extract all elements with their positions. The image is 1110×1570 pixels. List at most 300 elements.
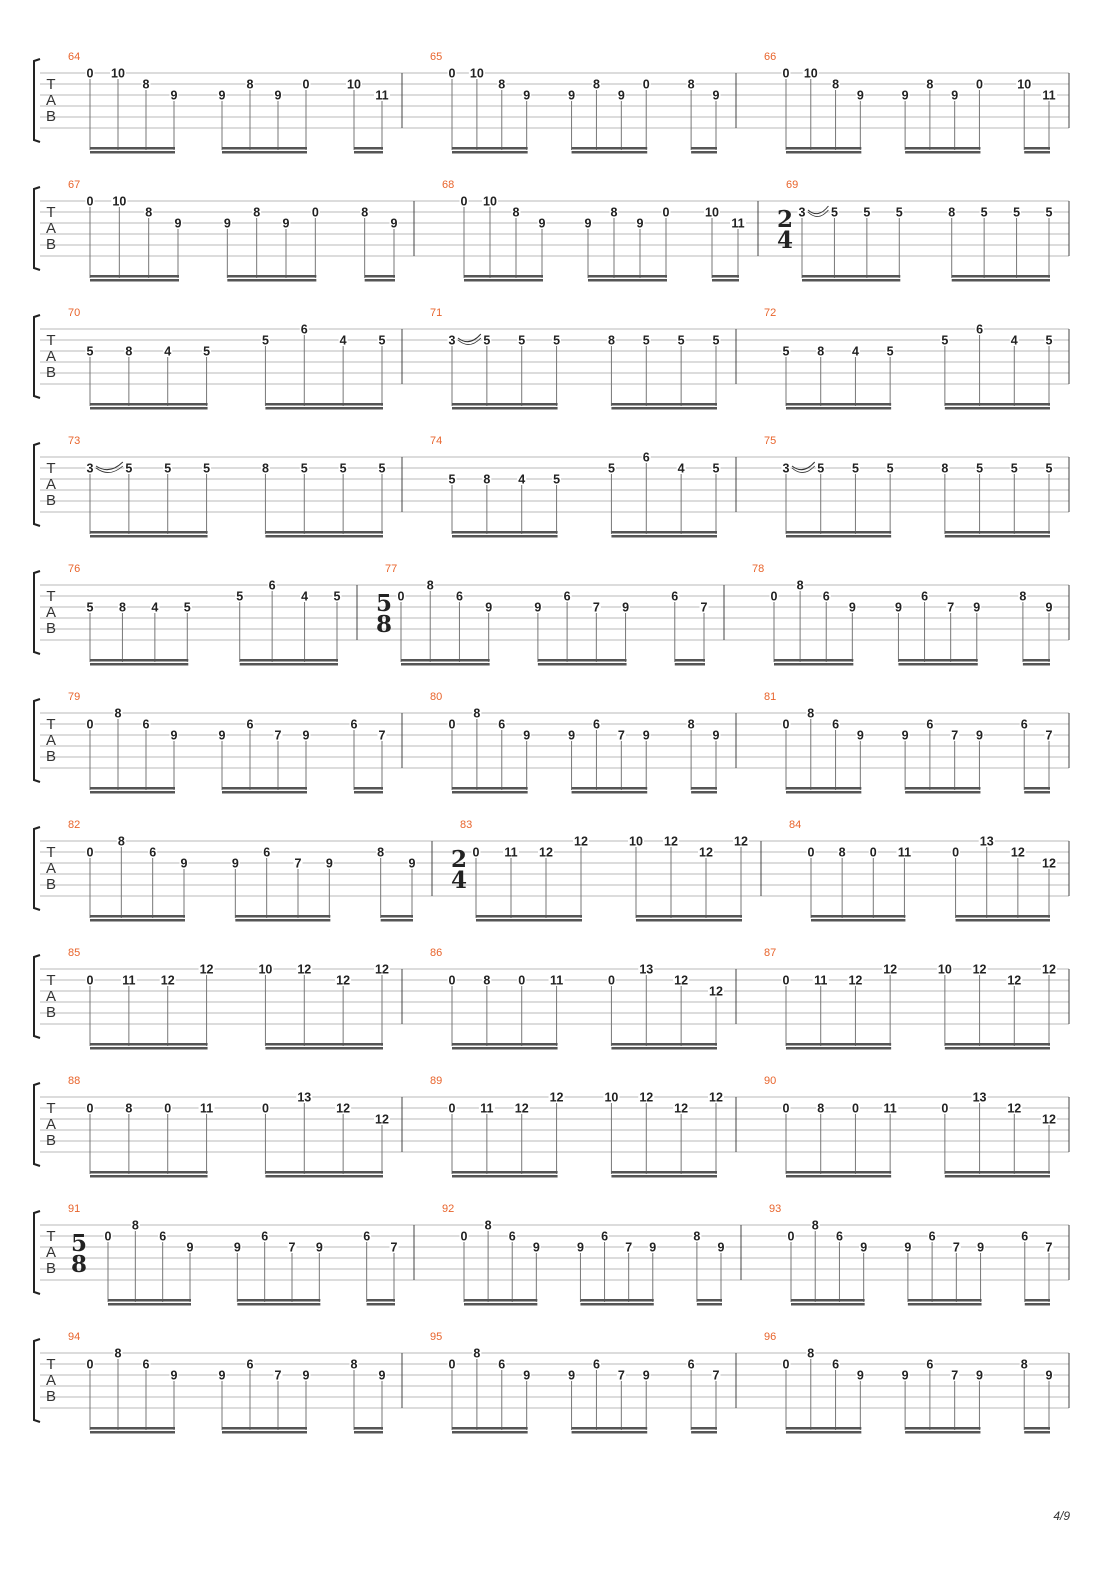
fret-number: 6: [246, 1357, 254, 1372]
tab-clef-letter: A: [45, 476, 57, 493]
time-signature-bottom: 4: [450, 867, 468, 894]
fret-number: 9: [233, 1240, 241, 1255]
fret-number: 0: [448, 1101, 456, 1116]
beam: [611, 1043, 717, 1046]
beam: [240, 659, 338, 662]
fret-number: 11: [731, 216, 745, 231]
fret-number: 4: [151, 600, 159, 615]
beam: [90, 275, 179, 278]
measure-number: 66: [764, 51, 777, 63]
beam: [572, 787, 648, 790]
fret-number: 9: [1045, 1368, 1053, 1383]
measure-number: 94: [68, 1331, 81, 1343]
fret-number: 8: [796, 578, 804, 593]
beam: [265, 407, 383, 410]
beam: [1024, 791, 1050, 794]
fret-number: 5: [261, 333, 269, 348]
fret-number: 6: [159, 1229, 167, 1244]
fret-number: 12: [514, 1101, 529, 1116]
fret-number: 10: [258, 962, 273, 977]
fret-number: 8: [811, 1218, 819, 1233]
fret-number: 0: [86, 1101, 94, 1116]
fret-number: 6: [1021, 1229, 1029, 1244]
beam: [265, 1171, 383, 1174]
fret-number: 5: [378, 461, 386, 476]
fret-number: 8: [142, 77, 150, 92]
measure-number: 69: [786, 179, 799, 191]
beam: [452, 791, 528, 794]
tab-clef-letter: B: [45, 1260, 57, 1277]
fret-number: 9: [576, 1240, 584, 1255]
beam: [464, 279, 543, 282]
fret-number: 12: [674, 1101, 689, 1116]
fret-number: 5: [782, 344, 790, 359]
beam: [464, 1303, 537, 1306]
fret-number: 9: [534, 600, 542, 615]
fret-number: 6: [921, 589, 929, 604]
fret-number: 8: [512, 205, 520, 220]
beam: [90, 535, 208, 538]
fret-number: 8: [125, 344, 133, 359]
beam: [90, 531, 208, 534]
beam: [1024, 1427, 1050, 1430]
beam: [786, 1431, 861, 1434]
fret-number: 0: [952, 845, 960, 860]
fret-number: 9: [642, 728, 650, 743]
beam: [90, 403, 208, 406]
beam: [712, 275, 739, 278]
tab-clef-letter: B: [45, 108, 57, 125]
fret-number: 5: [1013, 205, 1021, 220]
fret-number: 6: [261, 1229, 269, 1244]
fret-number: 5: [830, 205, 838, 220]
fret-number: 10: [803, 66, 818, 81]
fret-number: 0: [975, 77, 983, 92]
beam: [611, 407, 717, 410]
measure-number: 64: [68, 51, 81, 63]
fret-number: 7: [294, 856, 302, 871]
fret-number: 8: [114, 706, 122, 721]
measure-number: 93: [769, 1203, 782, 1215]
tab-clef-letter: B: [45, 492, 57, 509]
fret-number: 7: [951, 728, 959, 743]
beam: [90, 915, 185, 918]
beam: [786, 535, 891, 538]
beam: [572, 791, 648, 794]
fret-number: 8: [426, 578, 434, 593]
fret-number: 6: [926, 1357, 934, 1372]
measure-number: 76: [68, 563, 81, 575]
measure-number: 77: [385, 563, 398, 575]
beam: [237, 1303, 320, 1306]
beam: [905, 787, 980, 790]
measure-number: 79: [68, 691, 81, 703]
beam: [401, 663, 490, 666]
fret-number: 5: [976, 461, 984, 476]
beam: [691, 151, 717, 154]
beam: [791, 1303, 865, 1306]
beam: [452, 1431, 528, 1434]
beam: [786, 1175, 891, 1178]
fret-number: 10: [705, 205, 719, 220]
tab-clef-letter: T: [46, 1228, 56, 1245]
beam: [354, 147, 383, 150]
system-bracket: [34, 315, 40, 398]
fret-number: 0: [261, 1101, 269, 1116]
fret-number: 6: [592, 717, 600, 732]
fret-number: 0: [86, 845, 94, 860]
beam: [452, 787, 528, 790]
beam: [354, 151, 383, 154]
fret-number: 5: [895, 205, 903, 220]
beam: [1024, 151, 1050, 154]
beam: [452, 1171, 558, 1174]
fret-number: 0: [770, 589, 778, 604]
fret-number: 12: [336, 1101, 351, 1116]
slide-mark: [96, 462, 123, 470]
beam: [464, 1299, 537, 1302]
beam: [1025, 1303, 1050, 1306]
fret-number: 9: [975, 1368, 983, 1383]
beam: [222, 791, 307, 794]
fret-number: 11: [122, 973, 136, 988]
fret-number: 6: [149, 845, 157, 860]
slide-mark: [808, 206, 828, 214]
time-signature-bottom: 4: [776, 227, 794, 254]
beam: [811, 915, 905, 918]
beam: [90, 919, 185, 922]
fret-number: 7: [617, 728, 625, 743]
fret-number: 6: [142, 717, 150, 732]
fret-number: 7: [625, 1240, 633, 1255]
beam: [265, 403, 383, 406]
beam: [452, 403, 558, 406]
fret-number: 4: [1010, 333, 1018, 348]
beam: [636, 919, 742, 922]
beam: [898, 663, 977, 666]
system-bracket: [34, 699, 40, 782]
fret-number: 9: [568, 1368, 576, 1383]
fret-number: 5: [1010, 461, 1018, 476]
beam: [945, 1171, 1050, 1174]
beam: [90, 147, 175, 150]
fret-number: 12: [848, 973, 863, 988]
fret-number: 5: [553, 472, 561, 487]
fret-number: 5: [817, 461, 825, 476]
fret-number: 9: [642, 1368, 650, 1383]
fret-number: 7: [617, 1368, 625, 1383]
measure-number: 67: [68, 179, 81, 191]
measure-number: 73: [68, 435, 81, 447]
fret-number: 8: [807, 1346, 815, 1361]
fret-number: 6: [300, 322, 308, 337]
fret-number: 11: [504, 845, 518, 860]
fret-number: 9: [170, 88, 178, 103]
fret-number: 6: [246, 717, 254, 732]
beam: [90, 791, 175, 794]
beam: [90, 1431, 175, 1434]
fret-number: 9: [649, 1240, 657, 1255]
tab-clef-letter: T: [46, 460, 56, 477]
fret-number: 5: [125, 461, 133, 476]
fret-number: 9: [218, 1368, 226, 1383]
fret-number: 12: [1042, 962, 1056, 977]
beam: [956, 915, 1050, 918]
fret-number: 6: [928, 1229, 936, 1244]
beam: [354, 1427, 383, 1430]
measure-number: 81: [764, 691, 777, 703]
tab-clef-letter: T: [46, 332, 56, 349]
fret-number: 10: [604, 1090, 619, 1105]
fret-number: 8: [246, 77, 254, 92]
fret-number: 6: [926, 717, 934, 732]
fret-number: 0: [397, 589, 405, 604]
beam: [572, 1427, 648, 1430]
measure-number: 80: [430, 691, 443, 703]
fret-number: 0: [662, 205, 670, 220]
fret-number: 6: [822, 589, 830, 604]
tab-clef-letter: A: [45, 1244, 57, 1261]
fret-number: 9: [617, 88, 625, 103]
beam: [90, 1171, 208, 1174]
beam: [235, 915, 330, 918]
measure-number: 96: [764, 1331, 777, 1343]
fret-number: 8: [484, 1218, 492, 1233]
fret-number: 8: [592, 77, 600, 92]
fret-number: 12: [664, 834, 678, 849]
beam: [367, 1303, 395, 1306]
beam: [265, 531, 383, 534]
fret-number: 11: [375, 88, 389, 103]
fret-number: 9: [218, 728, 226, 743]
fret-number: 7: [952, 1240, 960, 1255]
fret-number: 5: [1045, 333, 1053, 348]
beam: [945, 1047, 1050, 1050]
fret-number: 11: [480, 1101, 494, 1116]
fret-number: 9: [856, 728, 864, 743]
fret-number: 8: [1019, 589, 1027, 604]
fret-number: 9: [538, 216, 546, 231]
fret-number: 0: [86, 717, 94, 732]
system-bracket: [34, 827, 40, 910]
tab-clef-letter: T: [46, 76, 56, 93]
fret-number: 9: [274, 88, 282, 103]
beam: [675, 663, 705, 666]
beam: [908, 1303, 982, 1306]
fret-number: 8: [131, 1218, 139, 1233]
beam: [476, 919, 582, 922]
beam: [227, 279, 316, 282]
fret-number: 13: [639, 962, 654, 977]
beam: [572, 147, 648, 150]
fret-number: 7: [700, 600, 708, 615]
beam: [945, 535, 1050, 538]
beam: [786, 531, 891, 534]
fret-number: 7: [1045, 1240, 1053, 1255]
page-number: 4/9: [1053, 1509, 1070, 1523]
fret-number: 9: [378, 1368, 386, 1383]
beam: [611, 1175, 717, 1178]
beam: [697, 1303, 722, 1306]
fret-number: 4: [301, 589, 309, 604]
fret-number: 8: [483, 472, 491, 487]
beam: [691, 1431, 717, 1434]
beam: [786, 791, 861, 794]
beam: [945, 1043, 1050, 1046]
fret-number: 6: [601, 1229, 609, 1244]
fret-number: 7: [288, 1240, 296, 1255]
fret-number: 7: [378, 728, 386, 743]
beam: [90, 279, 179, 282]
fret-number: 12: [1007, 1101, 1022, 1116]
fret-number: 13: [972, 1090, 987, 1105]
tab-clef-letter: T: [46, 588, 56, 605]
fret-number: 11: [814, 973, 828, 988]
fret-number: 6: [350, 717, 358, 732]
fret-number: 0: [302, 77, 310, 92]
beam: [774, 659, 853, 662]
system-bracket: [34, 1211, 40, 1294]
time-signature-top: 5: [375, 590, 393, 617]
tab-clef-letter: A: [45, 860, 57, 877]
tab-clef-letter: B: [45, 1388, 57, 1405]
fret-number: 6: [671, 589, 679, 604]
beam: [905, 151, 980, 154]
fret-number: 8: [610, 205, 618, 220]
fret-number: 9: [282, 216, 290, 231]
fret-number: 5: [712, 333, 720, 348]
fret-number: 6: [263, 845, 271, 860]
beam: [691, 147, 717, 150]
fret-number: 0: [642, 77, 650, 92]
fret-number: 12: [539, 845, 553, 860]
fret-number: 6: [563, 589, 571, 604]
fret-number: 12: [297, 962, 312, 977]
fret-number: 10: [483, 194, 497, 209]
measure-number: 88: [68, 1075, 81, 1087]
beam: [240, 663, 338, 666]
beam: [476, 915, 582, 918]
beam: [1024, 787, 1050, 790]
beam: [354, 787, 383, 790]
fret-number: 6: [976, 322, 984, 337]
measure-number: 71: [430, 307, 443, 319]
beam: [1024, 1431, 1050, 1434]
fret-number: 8: [832, 77, 840, 92]
tab-clef-letter: B: [45, 1132, 57, 1149]
beam: [464, 275, 543, 278]
tab-clef-letter: T: [46, 1100, 56, 1117]
fret-number: 11: [199, 1101, 214, 1116]
beam: [786, 1427, 861, 1430]
fret-number: 6: [835, 1229, 843, 1244]
beam: [636, 915, 742, 918]
beam: [90, 663, 188, 666]
fret-number: 5: [164, 461, 172, 476]
fret-number: 8: [807, 706, 815, 721]
fret-number: 8: [361, 205, 369, 220]
fret-number: 8: [253, 205, 261, 220]
beam: [580, 1299, 653, 1302]
fret-number: 6: [832, 717, 840, 732]
fret-number: 5: [333, 589, 341, 604]
beam: [538, 663, 627, 666]
fret-number: 9: [523, 728, 531, 743]
fret-number: 0: [164, 1101, 172, 1116]
beam: [222, 151, 307, 154]
fret-number: 10: [112, 194, 127, 209]
beam: [945, 407, 1050, 410]
fret-number: 0: [104, 1229, 112, 1244]
fret-number: 5: [607, 461, 615, 476]
beam: [108, 1299, 191, 1302]
fret-number: 3: [448, 333, 456, 348]
fret-number: 9: [973, 600, 981, 615]
fret-number: 4: [677, 461, 685, 476]
fret-number: 0: [311, 205, 319, 220]
measure-number: 74: [430, 435, 443, 447]
beam: [452, 147, 528, 150]
fret-number: 5: [553, 333, 561, 348]
fret-number: 8: [117, 834, 125, 849]
fret-number: 5: [86, 344, 94, 359]
fret-number: 8: [377, 845, 385, 860]
beam: [572, 1431, 648, 1434]
fret-number: 5: [886, 461, 894, 476]
tab-clef-letter: A: [45, 604, 57, 621]
beam: [945, 531, 1050, 534]
fret-number: 7: [951, 1368, 959, 1383]
tab-clef-letter: B: [45, 364, 57, 381]
beam: [452, 1047, 558, 1050]
beam: [90, 1043, 208, 1046]
fret-number: 9: [532, 1240, 540, 1255]
fret-number: 0: [807, 845, 815, 860]
fret-number: 5: [339, 461, 347, 476]
fret-number: 0: [782, 66, 790, 81]
fret-number: 6: [498, 717, 506, 732]
fret-number: 0: [86, 973, 94, 988]
measure-number: 87: [764, 947, 777, 959]
fret-number: 11: [549, 973, 564, 988]
fret-number: 5: [851, 461, 859, 476]
fret-number: 13: [979, 834, 994, 849]
tab-clef-letter: A: [45, 220, 57, 237]
time-signature-top: 2: [776, 206, 794, 233]
beam: [90, 659, 188, 662]
beam: [1023, 663, 1050, 666]
fret-number: 7: [390, 1240, 398, 1255]
fret-number: 9: [848, 600, 856, 615]
fret-number: 11: [897, 845, 912, 860]
fret-number: 6: [592, 1357, 600, 1372]
beam: [611, 531, 717, 534]
beam: [712, 279, 739, 282]
tab-clef-letter: B: [45, 748, 57, 765]
beam: [90, 151, 175, 154]
measure-number: 78: [752, 563, 765, 575]
fret-number: 11: [1042, 88, 1056, 103]
fret-number: 9: [170, 1368, 178, 1383]
fret-number: 12: [375, 962, 389, 977]
beam: [265, 1043, 383, 1046]
fret-number: 9: [180, 856, 188, 871]
slide-mark: [458, 334, 481, 342]
beam: [1023, 659, 1050, 662]
fret-number: 8: [948, 205, 956, 220]
fret-number: 9: [390, 216, 398, 231]
measure-number: 82: [68, 819, 81, 831]
